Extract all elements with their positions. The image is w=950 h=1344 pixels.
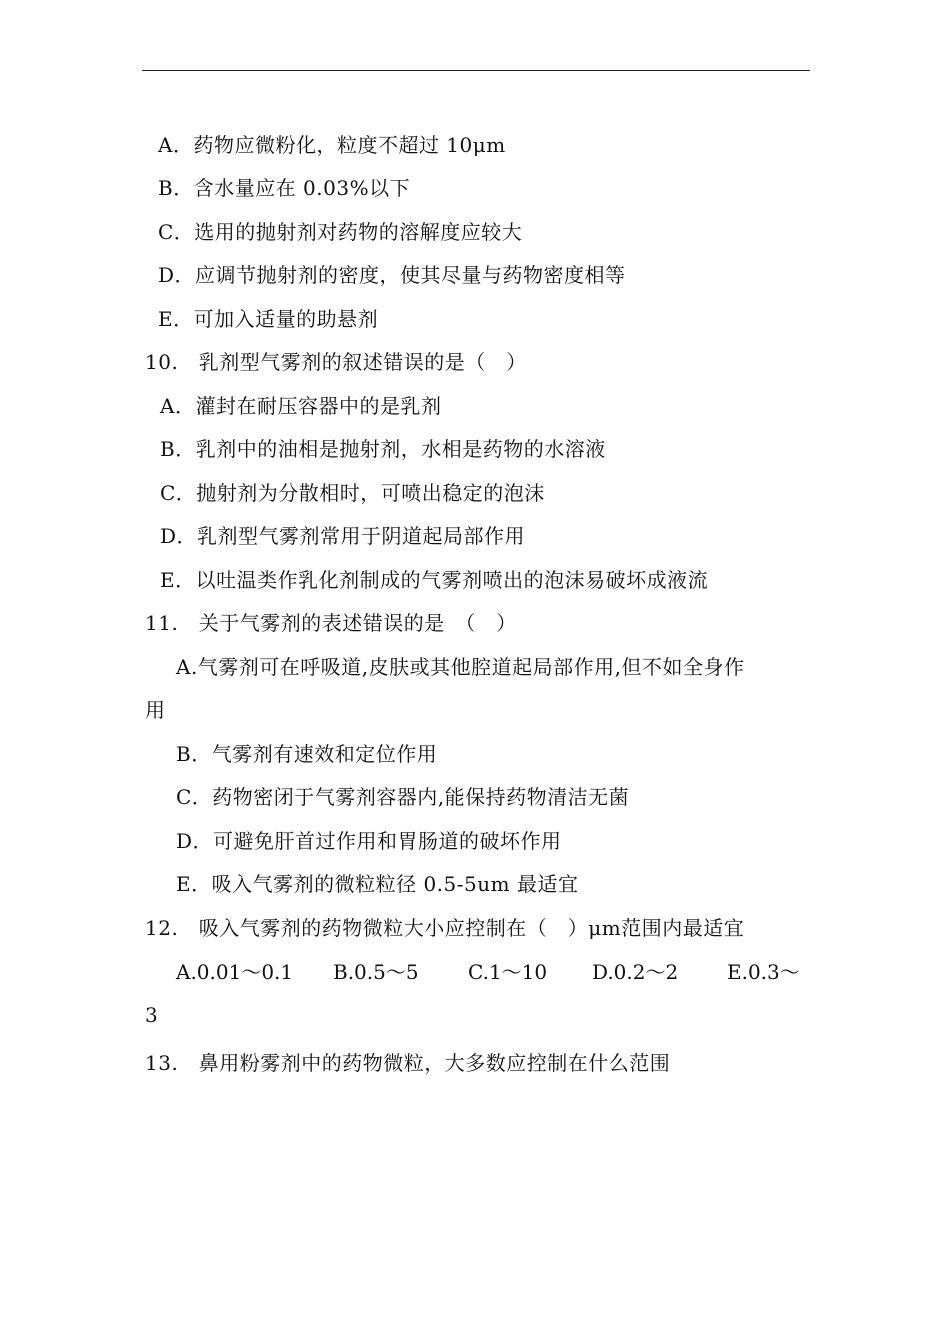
q12-option-e: E.0.3～ xyxy=(727,960,800,984)
q12-stem: 12. 吸入气雾剂的药物微粒大小应控制在（ ）μm范围内最适宜 xyxy=(145,916,745,940)
q9-option-b: B．含水量应在 0.03%以下 xyxy=(158,176,411,200)
q10-option-b: B．乳剂中的油相是抛射剂，水相是药物的水溶液 xyxy=(160,437,606,461)
q11-option-c: C．药物密闭于气雾剂容器内,能保持药物清洁无菌 xyxy=(176,785,630,809)
q11-stem: 11. 关于气雾剂的表述错误的是 （ ） xyxy=(145,611,517,635)
q10-stem: 10. 乳剂型气雾剂的叙述错误的是（ ） xyxy=(145,350,527,374)
q9-option-c: C．选用的抛射剂对药物的溶解度应较大 xyxy=(158,220,523,244)
q12-option-d: D.0.2～2 xyxy=(592,960,679,984)
q13-stem: 13. 鼻用粉雾剂中的药物微粒，大多数应控制在什么范围 xyxy=(145,1051,671,1075)
q12-option-a: A.0.01～0.1 xyxy=(176,960,294,984)
q12-option-e-wrap: 3 xyxy=(145,1003,159,1027)
q12-option-c: C.1～10 xyxy=(468,960,548,984)
q10-option-c: C．抛射剂为分散相时，可喷出稳定的泡沫 xyxy=(160,481,545,505)
q10-option-e: E．以吐温类作乳化剂制成的气雾剂喷出的泡沫易破坏成液流 xyxy=(160,568,709,592)
q11-option-e: E．吸入气雾剂的微粒粒径 0.5-5um 最适宜 xyxy=(176,872,579,896)
q11-option-a: A.气雾剂可在呼吸道,皮肤或其他腔道起局部作用,但不如全身作 xyxy=(176,655,745,679)
header-rule xyxy=(142,70,810,71)
q10-option-d: D．乳剂型气雾剂常用于阴道起局部作用 xyxy=(160,524,526,548)
q9-option-d: D．应调节抛射剂的密度，使其尽量与药物密度相等 xyxy=(158,263,626,287)
q9-option-e: E．可加入适量的助悬剂 xyxy=(158,307,379,331)
q12-options-row xyxy=(176,959,816,985)
q9-option-a: A．药物应微粉化，粒度不超过 10μm xyxy=(158,133,506,157)
q11-option-a-wrap: 用 xyxy=(145,698,166,722)
q12-option-b: B.0.5～5 xyxy=(333,960,419,984)
q11-option-b: B．气雾剂有速效和定位作用 xyxy=(176,742,438,766)
q10-option-a: A．灌封在耐压容器中的是乳剂 xyxy=(160,394,442,418)
q11-option-d: D．可避免肝首过作用和胃肠道的破坏作用 xyxy=(176,829,562,853)
